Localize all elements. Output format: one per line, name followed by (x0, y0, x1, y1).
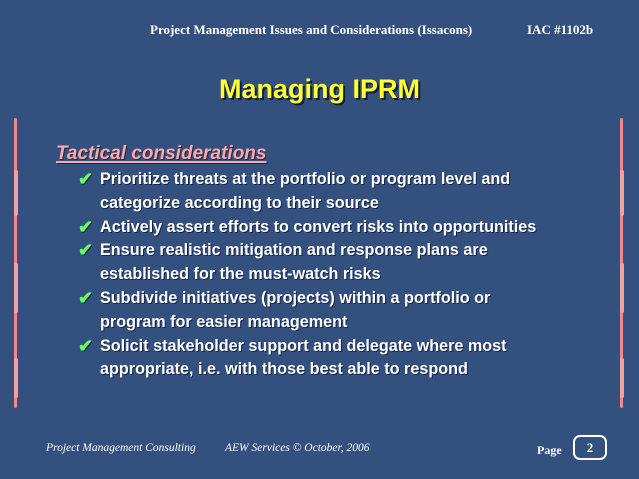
checkmark-icon: ✔ (78, 216, 94, 237)
course-title: Project Management Issues and Considerations (Issacons) (150, 22, 473, 37)
bullet-line: established for the must-watch risks (100, 265, 381, 284)
slide-header (0, 22, 639, 42)
course-code: IAC #1102b (527, 22, 594, 37)
bullet-line: appropriate, i.e. with those best able to respond (100, 360, 468, 379)
bullet-line: Solicit stakeholder support and delegate where most (100, 336, 507, 355)
bullet-line: program for easier management (100, 312, 348, 331)
slide-title: Managing IPRM (219, 74, 420, 104)
right-decorative-bar (620, 118, 623, 408)
footer-organization: Project Management Consulting (46, 442, 196, 454)
left-decorative-bar (14, 118, 17, 408)
section-subheading: Tactical considerations (56, 143, 267, 164)
checkmark-icon: ✔ (78, 169, 94, 189)
checkmark-icon: ✔ (78, 335, 94, 356)
bullet-line: Actively assert efforts to convert risks into opportunities (100, 217, 537, 236)
bullet-item (78, 335, 598, 383)
page-number: 2 (573, 435, 607, 460)
bullet-item (78, 168, 598, 216)
bullet-item (78, 239, 598, 287)
checkmark-icon: ✔ (78, 240, 94, 261)
bullet-list (78, 168, 598, 382)
bullet-item (78, 287, 598, 335)
footer-copyright: AEW Services © October, 2006 (225, 442, 370, 454)
bullet-line: Ensure realistic mitigation and response plans are (100, 241, 488, 260)
bullet-item (78, 216, 598, 240)
bullet-line: categorize according to their source (100, 193, 379, 212)
bullet-line: Prioritize threats at the portfolio or program level and (100, 170, 511, 188)
page-label: Page (537, 443, 562, 457)
checkmark-icon: ✔ (78, 287, 94, 308)
bullet-line: Subdivide initiatives (projects) within a portfolio or (100, 288, 491, 307)
